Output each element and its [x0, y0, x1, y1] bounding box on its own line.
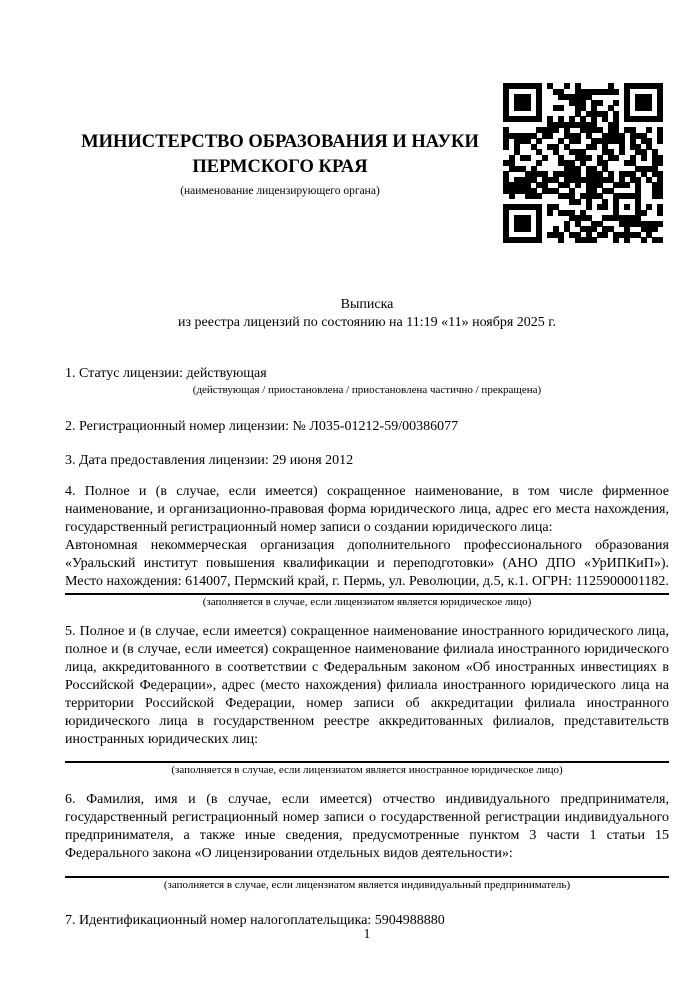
field-registration-number	[65, 418, 669, 436]
field-license-grant-date	[65, 452, 669, 470]
field-legal-entity-note: (заполняется в случае, если лицензиатом является юридическое лицо)	[202, 596, 532, 608]
field-individual-entrepreneur-note: (заполняется в случае, если лицензиатом является индивидуальный предприниматель)	[163, 879, 571, 891]
field-legal-entity	[65, 483, 669, 609]
document-title	[65, 296, 669, 332]
page-number: 1	[363, 926, 371, 941]
title-line-2: из реестра лицензий по состоянию на 11:19 «11» ноября 2025 г.	[178, 315, 556, 330]
field-license-status-options: (действующая / приостановлена / приостановлена частично / прекращена)	[192, 384, 542, 396]
field-taxpayer-id-text: 7. Идентификационный номер налогоплательщика: 5904988880	[65, 913, 445, 928]
authority-line-1: МИНИСТЕРСТВО ОБРАЗОВАНИЯ И НАУКИ	[81, 132, 479, 152]
field-license-status-text: 1. Статус лицензии: действующая	[65, 366, 267, 381]
field-license-grant-date-text: 3. Дата предоставления лицензии: 29 июня 2012	[65, 453, 354, 468]
field-individual-entrepreneur-label: 6. Фамилия, имя и (в случае, если имеется) отчество индивидуального предпринимателя, государственный регистрационный номер записи о государственной регистрации индивидуального предпринимателя, а также иные сведения, предусмотренные пунктом 3 части 1 статьи 15 Федерального закона «О лицензировании отдельных видов деятельности»:	[65, 792, 669, 861]
field-registration-number-text: 2. Регистрационный номер лицензии: № Л035-01212-59/00386077	[65, 419, 459, 434]
field-foreign-entity	[65, 623, 669, 777]
qr-code-icon	[503, 83, 663, 243]
field-individual-entrepreneur	[65, 791, 669, 892]
field-foreign-entity-note: (заполняется в случае, если лицензиатом является иностранное юридическое лицо)	[171, 764, 563, 776]
field-legal-entity-label: 4. Полное и (в случае, если имеется) сокращенное наименование, в том числе фирменное наименование, и организационно-правовая форма юридического лица, адрес его места нахождения, государственный регистрационный номер записи о создании юридического лица:	[65, 484, 669, 535]
title-line-1: Выписка	[340, 297, 394, 312]
authority-line-2: ПЕРМСКОГО КРАЯ	[192, 157, 368, 177]
issuing-authority-name	[65, 130, 495, 180]
field-legal-entity-value: Автономная некоммерческая организация дополнительного профессионального образования «Уральский институт повышения квалификации и переподготовки» (АНО ДПО «УрИПКиП»). Место нахождения: 614007, Пермский край, г. Пермь, ул. Революции, д.5, к.1. ОГРН: 1125900001182.	[65, 538, 669, 589]
field-foreign-entity-label: 5. Полное и (в случае, если имеется) сокращенное наименование иностранного юридического лица, полное и (в случае, если имеется) сокращенное наименование филиала иностранного юридического лица, аккредитованного в соответствии с Федеральным законом «Об иностранных инвестициях в Российской Федерации», адрес (место нахождения) филиала иностранного юридического лица на территории Российской Федерации, номер записи об аккредитации филиала иностранного юридического лица в государственном реестре аккредитованных филиалов, представительств иностранных юридических лиц:	[65, 624, 669, 747]
field-license-status	[65, 365, 669, 397]
authority-caption: (наименование лицензирующего органа)	[180, 185, 380, 197]
document-header	[65, 130, 495, 197]
document-body	[65, 296, 669, 930]
